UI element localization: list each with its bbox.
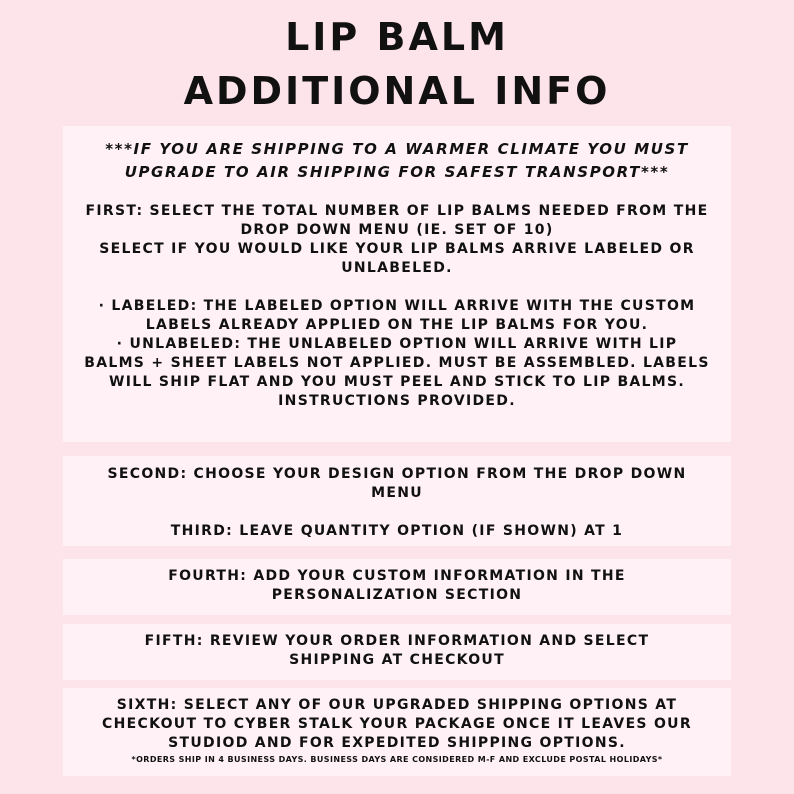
first-step-line: FIRST: SELECT THE TOTAL NUMBER OF LIP BALMS NEEDED FROM THE bbox=[85, 203, 709, 219]
fourth-step-line: FOURTH: ADD YOUR CUSTOM INFORMATION IN THE bbox=[168, 568, 626, 584]
first-step-line: DROP DOWN MENU (IE. SET OF 10) bbox=[240, 222, 554, 238]
title-line-1: LIP BALM bbox=[285, 15, 509, 59]
fourth-step bbox=[63, 567, 731, 605]
fifth-step-line: FIFTH: REVIEW YOUR ORDER INFORMATION AND SELECT bbox=[144, 633, 650, 649]
sixth-step-line: SIXTH: SELECT ANY OF OUR UPGRADED SHIPPING OPTIONS AT bbox=[116, 697, 678, 713]
label-option-line: · LABELED: THE LABELED OPTION WILL ARRIVE WITH THE CUSTOM bbox=[98, 298, 696, 314]
label-option-line: WILL SHIP FLAT AND YOU MUST PEEL AND STICK TO LIP BALMS. bbox=[108, 374, 686, 390]
sixth-step bbox=[63, 696, 731, 753]
third-step: THIRD: LEAVE QUANTITY OPTION (IF SHOWN) AT 1 bbox=[170, 523, 624, 539]
spacer bbox=[63, 278, 731, 297]
first-step-line: UNLABELED. bbox=[341, 260, 453, 276]
review-order-box bbox=[63, 624, 731, 680]
warm-climate-warning bbox=[63, 138, 731, 184]
upgraded-shipping-box bbox=[63, 688, 731, 776]
fourth-step-line: PERSONALIZATION SECTION bbox=[271, 587, 523, 603]
label-option-line: INSTRUCTIONS PROVIDED. bbox=[278, 393, 516, 409]
second-step bbox=[63, 465, 731, 503]
sixth-step-line: STUDIOD AND FOR EXPEDITED SHIPPING OPTIONS. bbox=[168, 735, 626, 751]
first-step-line: SELECT IF YOU WOULD LIKE YOUR LIP BALMS ARRIVE LABELED OR bbox=[99, 241, 695, 257]
label-option-line: LABELS ALREADY APPLIED ON THE LIP BALMS FOR YOU. bbox=[145, 317, 649, 333]
spacer bbox=[63, 503, 731, 522]
shipping-instructions-box bbox=[63, 126, 731, 442]
personalization-box bbox=[63, 559, 731, 615]
fifth-step-line: SHIPPING AT CHECKOUT bbox=[289, 652, 505, 668]
label-options bbox=[63, 297, 731, 411]
second-step-line: SECOND: CHOOSE YOUR DESIGN OPTION FROM THE DROP DOWN bbox=[107, 466, 687, 482]
second-step-line: MENU bbox=[371, 485, 423, 501]
fifth-step bbox=[63, 632, 731, 670]
label-option-line: BALMS + SHEET LABELS NOT APPLIED. MUST BE ASSEMBLED. LABELS bbox=[84, 355, 710, 371]
warning-line-2: UPGRADE TO AIR SHIPPING FOR SAFEST TRANSPORT*** bbox=[124, 163, 670, 181]
warning-line-1: ***IF YOU ARE SHIPPING TO A WARMER CLIMATE YOU MUST bbox=[105, 140, 689, 158]
design-and-quantity-box bbox=[63, 456, 731, 546]
first-step bbox=[63, 202, 731, 278]
title-line-2: ADDITIONAL INFO bbox=[183, 69, 611, 113]
shipping-note: *ORDERS SHIP IN 4 BUSINESS DAYS. BUSINESS DAYS ARE CONSIDERED M-F AND EXCLUDE POSTAL HOLIDAYS* bbox=[131, 755, 663, 764]
sixth-step-line: CHECKOUT TO CYBER STALK YOUR PACKAGE ONCE IT LEAVES OUR bbox=[102, 716, 692, 732]
label-option-line: · UNLABELED: THE UNLABELED OPTION WILL ARRIVE WITH LIP bbox=[116, 336, 678, 352]
